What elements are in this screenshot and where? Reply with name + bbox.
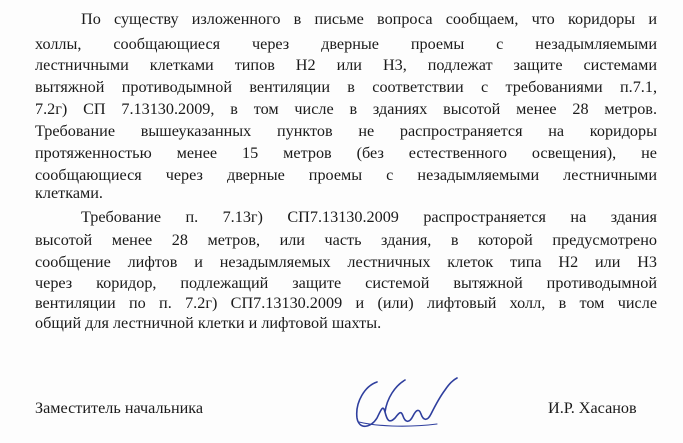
signer-name: И.Р. Хасанов <box>548 399 637 417</box>
paragraph-2-line-4: через коридор, подлежащий защите системой вытяжной противодымной <box>35 274 657 292</box>
paragraph-1-line-5: 7.2г) СП 7.13130.2009, в том числе в зданиях высотой менее 28 метров. <box>35 100 657 118</box>
paragraph-1-line-4: вытяжной противодымной вентиляции в соответствии с требованиями п.7.1, <box>35 78 657 96</box>
paragraph-2-line-2: высотой менее 28 метров, или часть здания, в которой предусмотрено <box>35 231 657 249</box>
paragraph-2-line-6: общий для лестничной клетки и лифтовой шахты. <box>35 314 382 332</box>
signer-position-title: Заместитель начальника <box>35 399 204 417</box>
paragraph-1-line-8: сообщающиеся через дверные проемы с незадымляемыми лестничными <box>35 166 657 184</box>
paragraph-1-line-6: Требование вышеуказанных пунктов не распространяется на коридоры <box>35 122 657 140</box>
paragraph-1-line-1: По существу изложенного в письме вопроса сообщаем, что коридоры и <box>81 10 657 28</box>
paragraph-1-line-3: лестничными клетками типов Н2 или Н3, подлежат защите системами <box>35 56 657 74</box>
paragraph-1-line-9: клетками. <box>35 184 103 202</box>
paragraph-2-line-5: вентиляции по п. 7.2г) СП7.13130.2009 и (или) лифтовый холл, в том числе <box>35 294 657 312</box>
handwritten-signature <box>345 368 465 440</box>
paragraph-2-line-3: сообщение лифтов и незадымляемых лестничных клеток типа Н2 или Н3 <box>35 253 657 271</box>
paragraph-2-line-1: Требование п. 7.13г) СП7.13130.2009 распространяется на здания <box>81 208 657 226</box>
paragraph-1-line-2: холлы, сообщающиеся через дверные проемы с незадымляемыми <box>35 35 657 53</box>
paragraph-1-line-7: протяженностью менее 15 метров (без естественного освещения), не <box>35 144 657 162</box>
